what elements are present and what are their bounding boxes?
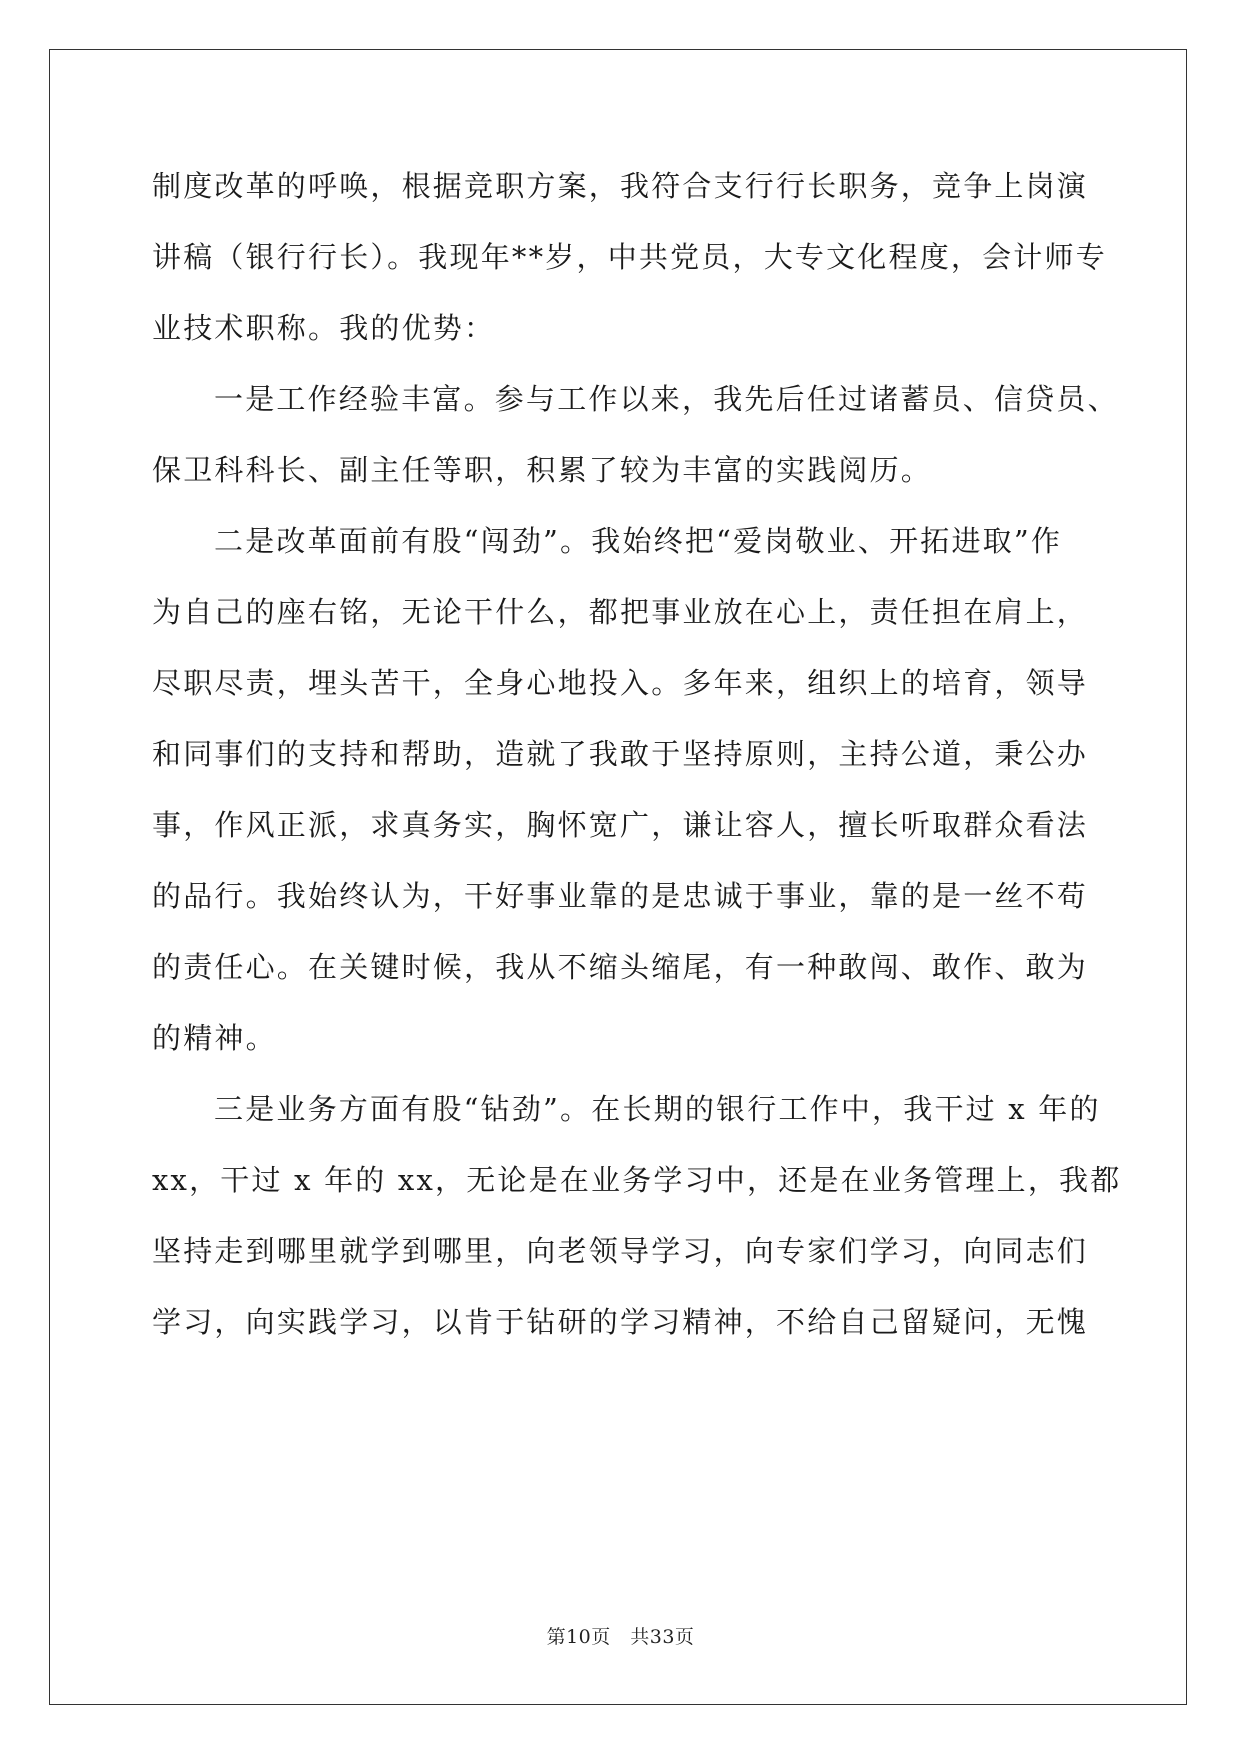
paragraph-start-line: 一是工作经验丰富。参与工作以来，我先后任过诸蓄员、信贷员、: [214, 382, 1119, 416]
body-line: 事，作风正派，求真务实，胸怀宽广，谦让容人，擅长听取群众看法: [152, 808, 1089, 842]
body-line: 保卫科科长、副主任等职，积累了较为丰富的实践阅历。: [152, 453, 933, 487]
paragraph-start-line: 三是业务方面有股“钻劲”。在长期的银行工作中，我干过 x 年的: [214, 1092, 1101, 1126]
body-line: 和同事们的支持和帮助，造就了我敢于坚持原则，主持公道，秉公办: [152, 737, 1089, 771]
body-line: 为自己的座右铭，无论干什么，都把事业放在心上，责任担在肩上，: [152, 595, 1089, 629]
body-line: 的品行。我始终认为，干好事业靠的是忠诚于事业，靠的是一丝不苟: [152, 879, 1089, 913]
body-line: 的精神。: [152, 1021, 277, 1055]
body-line: 的责任心。在关键时候，我从不缩头缩尾，有一种敢闯、敢作、敢为: [152, 950, 1089, 984]
paragraph-start-line: 二是改革面前有股“闯劲”。我始终把“爱岗敬业、开拓进取”作: [214, 524, 1063, 558]
body-line: 制度改革的呼唤，根据竞职方案，我符合支行行长职务，竞争上岗演: [152, 169, 1089, 203]
body-line: 业技术职称。我的优势：: [152, 311, 496, 345]
body-line: 尽职尽责，埋头苦干，全身心地投入。多年来，组织上的培育，领导: [152, 666, 1089, 700]
body-line: 学习，向实践学习，以肯于钻研的学习精神，不给自己留疑问，无愧: [152, 1305, 1089, 1339]
body-line: xx，干过 x 年的 xx，无论是在业务学习中，还是在业务管理上，我都: [152, 1163, 1122, 1197]
body-line: 讲稿（银行行长）。我现年**岁，中共党员，大专文化程度，会计师专: [152, 240, 1107, 274]
body-line: 坚持走到哪里就学到哪里，向老领导学习，向专家们学习，向同志们: [152, 1234, 1089, 1268]
page-number: 第10页 共33页: [546, 1626, 695, 1648]
